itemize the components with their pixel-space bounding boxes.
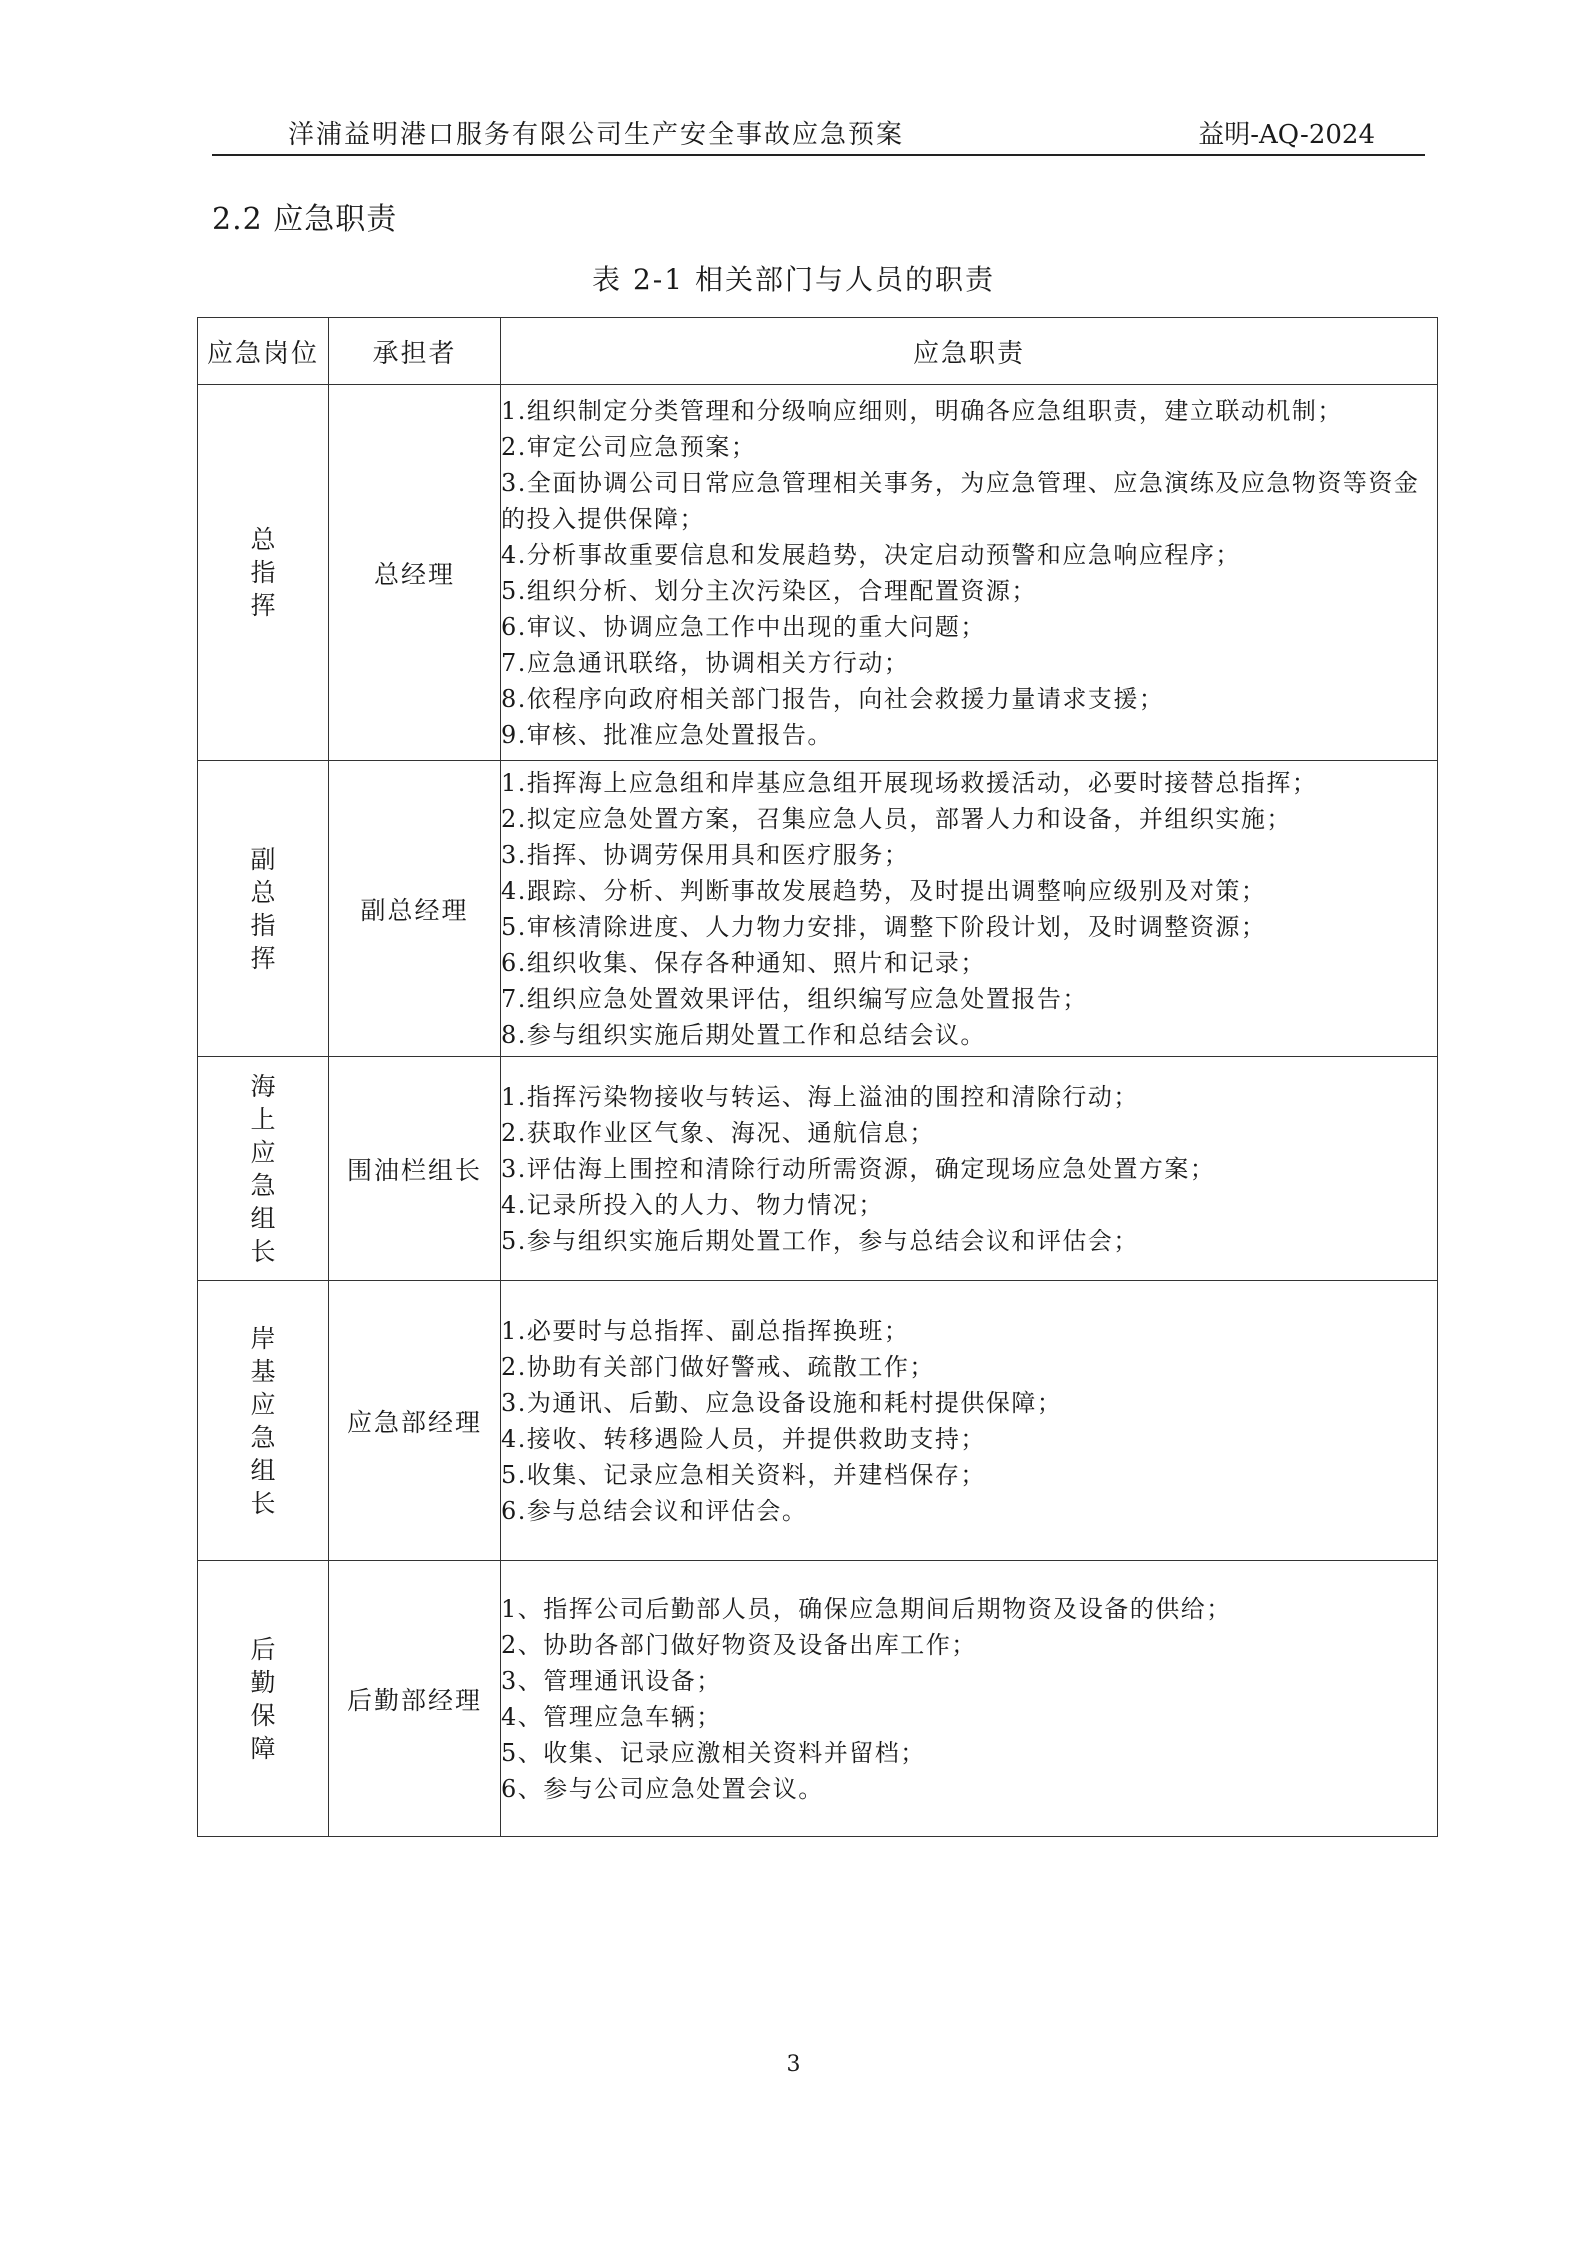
duty-item: 1、指挥公司后勤部人员，确保应急期间后期物资及设备的供给； [501, 1594, 1232, 1623]
column-header-duties: 应急职责 [501, 318, 1438, 385]
duty-item: 2.拟定应急处置方案，召集应急人员，部署人力和设备，并组织实施； [501, 804, 1292, 833]
duty-item: 1.必要时与总指挥、副总指挥换班； [501, 1316, 910, 1345]
duty-item: 3.为通讯、后勤、应急设备设施和耗村提供保障； [501, 1388, 1063, 1417]
table-row [198, 1057, 1438, 1281]
post-label: 海上应急组长 [250, 1071, 276, 1266]
post-cell [198, 1057, 329, 1281]
duty-item: 5.参与组织实施后期处置工作，参与总结会议和评估会； [501, 1226, 1139, 1255]
duty-item: 3、管理通讯设备； [501, 1666, 722, 1695]
post-cell [198, 761, 329, 1057]
duty-item: 8.依程序向政府相关部门报告，向社会救援力量请求支援； [501, 684, 1165, 713]
duty-item: 4、管理应急车辆； [501, 1702, 722, 1731]
column-header-holder: 承担者 [329, 318, 501, 385]
duty-item: 2.获取作业区气象、海况、通航信息； [501, 1118, 935, 1147]
duty-item: 4.接收、转移遇险人员，并提供救助支持； [501, 1424, 986, 1453]
post-label: 副总指挥 [250, 844, 276, 973]
duty-item: 4.记录所投入的人力、物力情况； [501, 1190, 884, 1219]
duty-list [501, 1313, 1437, 1529]
section-title: 2.2 应急职责 [212, 202, 398, 237]
duty-list [501, 1079, 1437, 1259]
table-row [198, 1281, 1438, 1561]
duty-item: 3.评估海上围控和清除行动所需资源，确定现场应急处置方案； [501, 1154, 1216, 1183]
post-label: 后勤保障 [250, 1634, 276, 1763]
table-row [198, 385, 1438, 761]
duty-item: 2、协助各部门做好物资及设备出库工作； [501, 1630, 977, 1659]
duty-list [501, 765, 1437, 1053]
duties-cell [501, 1281, 1438, 1561]
duty-item: 2.审定公司应急预案； [501, 432, 757, 461]
document-code: 益明-AQ-2024 [1198, 120, 1375, 150]
page-header [212, 108, 1425, 156]
duty-item: 6.组织收集、保存各种通知、照片和记录； [501, 948, 986, 977]
holder-cell: 副总经理 [329, 761, 501, 1057]
duty-item: 5.收集、记录应急相关资料，并建档保存； [501, 1460, 986, 1489]
table-header-row [198, 318, 1438, 385]
duty-item: 3.全面协调公司日常应急管理相关事务，为应急管理、应急演练及应急物资等资金的投入提供保障； [501, 468, 1420, 533]
duties-table [197, 317, 1438, 1837]
duty-item: 5.审核清除进度、人力物力安排，调整下阶段计划，及时调整资源； [501, 912, 1267, 941]
duty-item: 7.组织应急处置效果评估，组织编写应急处置报告； [501, 984, 1088, 1013]
duty-item: 1.组织制定分类管理和分级响应细则，明确各应急组职责，建立联动机制； [501, 396, 1343, 425]
duty-item: 5、收集、记录应激相关资料并留档； [501, 1738, 926, 1767]
post-cell [198, 1281, 329, 1561]
holder-cell: 应急部经理 [329, 1281, 501, 1561]
duty-item: 7.应急通讯联络，协调相关方行动； [501, 648, 910, 677]
duty-item: 4.跟踪、分析、判断事故发展趋势，及时提出调整响应级别及对策； [501, 876, 1267, 905]
duty-item: 4.分析事故重要信息和发展趋势，决定启动预警和应急响应程序； [501, 540, 1241, 569]
duty-item: 1.指挥污染物接收与转运、海上溢油的围控和清除行动； [501, 1082, 1139, 1111]
duty-item: 6.参与总结会议和评估会。 [501, 1496, 808, 1525]
duty-list [501, 393, 1437, 753]
duties-cell [501, 761, 1438, 1057]
table-row [198, 1561, 1438, 1837]
post-cell [198, 385, 329, 761]
holder-cell: 后勤部经理 [329, 1561, 501, 1837]
duties-cell [501, 1057, 1438, 1281]
duties-cell [501, 1561, 1438, 1837]
duty-item: 2.协助有关部门做好警戒、疏散工作； [501, 1352, 935, 1381]
table-row [198, 761, 1438, 1057]
holder-cell: 围油栏组长 [329, 1057, 501, 1281]
column-header-post: 应急岗位 [198, 318, 329, 385]
page-number: 3 [786, 2052, 801, 2077]
duty-item: 3.指挥、协调劳保用具和医疗服务； [501, 840, 910, 869]
duty-item: 6、参与公司应急处置会议。 [501, 1774, 824, 1803]
duties-cell [501, 385, 1438, 761]
table-caption: 表 2-1 相关部门与人员的职责 [592, 263, 995, 296]
post-label: 岸基应急组长 [250, 1323, 276, 1518]
duty-item: 5.组织分析、划分主次污染区，合理配置资源； [501, 576, 1037, 605]
duty-item: 9.审核、批准应急处置报告。 [501, 720, 833, 749]
duty-item: 1.指挥海上应急组和岸基应急组开展现场救援活动，必要时接替总指挥； [501, 768, 1318, 797]
duty-item: 6.审议、协调应急工作中出现的重大问题； [501, 612, 986, 641]
holder-cell: 总经理 [329, 385, 501, 761]
duty-list [501, 1591, 1437, 1807]
post-label: 总指挥 [250, 525, 276, 620]
duty-item: 8.参与组织实施后期处置工作和总结会议。 [501, 1020, 986, 1049]
document-title: 洋浦益明港口服务有限公司生产安全事故应急预案 [288, 120, 905, 150]
post-cell [198, 1561, 329, 1837]
